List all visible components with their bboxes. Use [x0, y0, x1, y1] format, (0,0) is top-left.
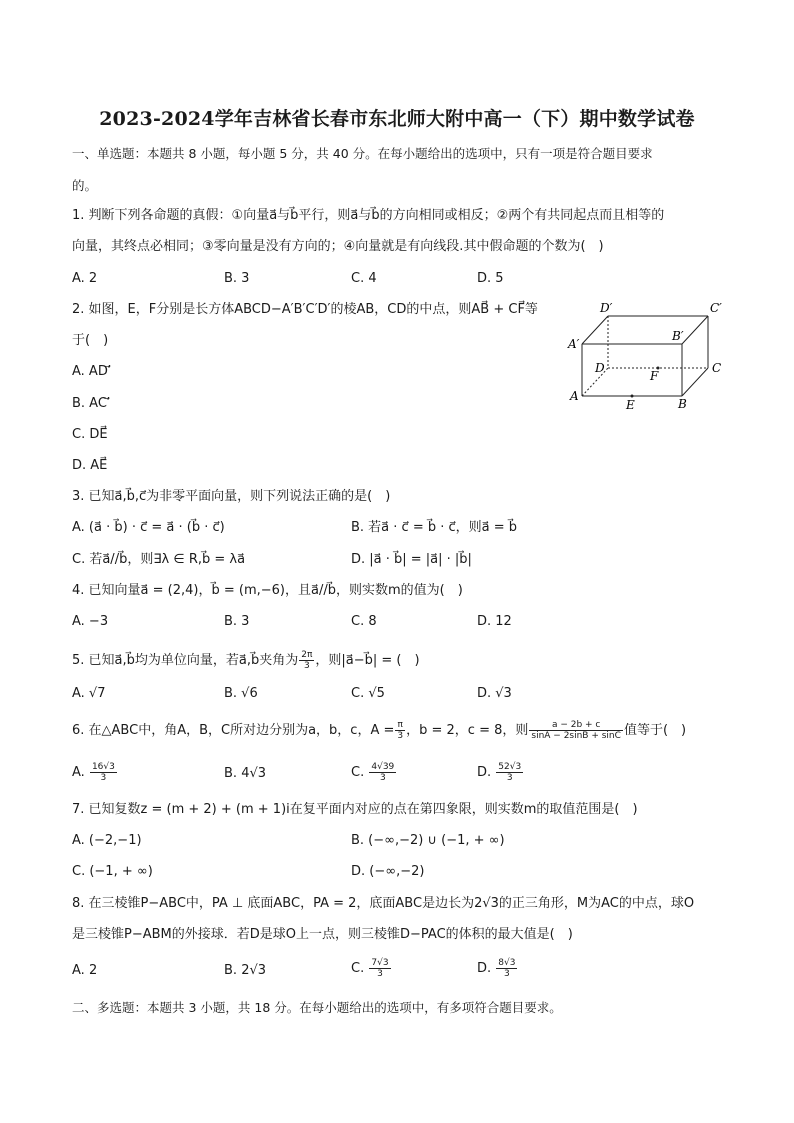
q8-option-a-prefix: A.	[72, 963, 85, 978]
q1-option-d: D. 5	[477, 271, 504, 286]
q1-stem-line2: 向量，其终点必相同；③零向量是没有方向的；④向量就是有向线段.其中假命题的个数为( )	[72, 239, 604, 254]
q4-option-c: C. 8	[351, 614, 377, 629]
q6-angle-fraction	[395, 720, 405, 741]
label-B1: B′	[672, 329, 684, 343]
q1-option-a: A. 2	[72, 271, 98, 286]
label-B: B	[678, 397, 687, 411]
q6-option-c-prefix: C.	[351, 765, 365, 780]
q1-option-b: B. 3	[224, 271, 250, 286]
label-D: D	[595, 361, 605, 375]
q5-frac-den: 3	[303, 661, 310, 671]
q8-d-num: 8√3	[498, 958, 516, 968]
q2-stem-line1: 2. 如图，E，F分别是长方体ABCD−A′B′C′D′的棱AB，CD的中点，则AB⃗ + CF⃗等	[72, 302, 538, 317]
q6-frac2-den: sinA − 2sinB + sinC	[531, 731, 621, 741]
q5-stem	[72, 650, 420, 671]
q8-option-d-prefix: D.	[477, 961, 492, 976]
label-A1: A′	[568, 337, 580, 351]
edge-B1C1	[682, 316, 708, 344]
q6-stem-text-c: 值等于( )	[623, 723, 687, 738]
q6-option-c	[351, 762, 397, 783]
q8-option-c-prefix: C.	[351, 961, 365, 976]
label-C1: C′	[710, 301, 722, 315]
q7-stem: 7. 已知复数z = (m + 2) + (m + 1)i在复平面内对应的点在第四象限，则实数m的取值范围是( )	[72, 802, 638, 817]
q3-option-b: B. 若a⃗ · c⃗ = b⃗ · c⃗，则a⃗ = b⃗	[351, 520, 518, 535]
section-1-heading-cont: 的。	[72, 178, 98, 193]
q6-ratio-fraction	[529, 720, 623, 741]
q3-stem: 3. 已知a⃗,b⃗,c⃗为非零平面向量，则下列说法正确的是( )	[72, 489, 391, 504]
label-A: A	[570, 389, 579, 403]
q6-option-b	[224, 766, 266, 782]
section-1-heading: 一、单选题：本题共 8 小题，每小题 5 分，共 40 分。在每小题给出的选项中，只有一项是符合题目要求	[72, 146, 653, 161]
label-C: C	[712, 361, 722, 375]
section-2-heading: 二、多选题：本题共 3 小题，共 18 分。在每小题给出的选项中，有多项符合题目要求。	[72, 1000, 562, 1015]
q1-stem-line1: 1. 判断下列各命题的真假：①向量a⃗与b⃗平行，则a⃗与b⃗的方向相同或相反；②两个有共同起点而且相等的	[72, 208, 665, 223]
q3-option-a: A. (a⃗ · b⃗) · c⃗ = a⃗ · (b⃗ · c⃗)	[72, 520, 225, 535]
edge-A1D1	[582, 316, 608, 344]
q5-option-b: B. √6	[224, 686, 258, 701]
q6-option-c-fraction	[369, 762, 396, 783]
q2-stem-line2: 于( )	[72, 333, 109, 348]
q8-option-a	[72, 963, 97, 979]
q6-c-den: 3	[379, 773, 386, 783]
q8-option-c-fraction	[369, 958, 390, 979]
q5-option-d: D. √3	[477, 686, 512, 701]
q5-stem-text-b: ，则|a⃗−b⃗| = ( )	[315, 653, 420, 668]
q2-option-d: D. AE⃗	[72, 458, 108, 473]
q7-option-a: A. (−2,−1)	[72, 833, 142, 848]
q3-option-c: C. 若a⃗//b⃗，则∃λ ∈ R,b⃗ = λa⃗	[72, 552, 246, 567]
q2-option-c: C. DE⃗	[72, 427, 108, 442]
q6-option-d-fraction	[496, 762, 523, 783]
q4-stem: 4. 已知向量a⃗ = (2,4)，b⃗ = (m,−6)，且a⃗//b⃗，则实数m的值为( )	[72, 583, 463, 598]
q8-option-b	[224, 963, 266, 979]
cuboid-figure	[562, 298, 732, 416]
q1-option-c: C. 4	[351, 271, 377, 286]
q5-option-c: C. √5	[351, 686, 385, 701]
q4-option-a: A. −3	[72, 614, 109, 629]
q6-option-d-prefix: D.	[477, 765, 492, 780]
q6-a-den: 3	[100, 773, 107, 783]
q8-option-b-text: 2√3	[241, 963, 267, 978]
q6-option-b-prefix: B.	[224, 766, 238, 781]
q5-option-a: A. √7	[72, 686, 106, 701]
q8-c-den: 3	[377, 969, 383, 979]
q6-frac1-den: 3	[397, 731, 404, 741]
q7-option-b: B. (−∞,−2) ∪ (−1, + ∞)	[351, 833, 505, 848]
q8-option-d	[477, 958, 518, 979]
q6-frac2-num: a − 2b + c	[529, 720, 623, 731]
q7-option-d: D. (−∞,−2)	[351, 864, 425, 879]
edge-BC	[682, 368, 708, 396]
q5-stem-text-a: 5. 已知a⃗,b⃗均为单位向量，若a⃗,b⃗夹角为	[72, 653, 299, 668]
q6-option-a	[72, 762, 118, 783]
q8-option-a-text: 2	[88, 963, 98, 978]
q8-option-d-fraction	[496, 958, 517, 979]
q2-option-a: A. AD′⃗	[72, 364, 111, 379]
q3-option-d: D. |a⃗ · b⃗| = |a⃗| · |b⃗|	[351, 552, 472, 567]
q6-option-a-prefix: A.	[72, 765, 85, 780]
page-title: 2023-2024学年吉林省长春市东北师大附中高一（下）期中数学试卷	[99, 108, 695, 130]
q5-angle-fraction	[299, 650, 314, 671]
q6-a-num: 16√3	[91, 762, 115, 772]
q6-d-num: 52√3	[498, 762, 522, 772]
q8-option-c	[351, 958, 392, 979]
q8-option-b-prefix: B.	[224, 963, 238, 978]
q6-d-den: 3	[506, 773, 513, 783]
q5-frac-num: 2π	[301, 650, 313, 660]
q8-d-den: 3	[504, 969, 510, 979]
q2-option-b: B. AC′⃗	[72, 396, 110, 411]
q4-option-b: B. 3	[224, 614, 250, 629]
q6-option-b-text: 4√3	[241, 766, 267, 781]
q6-option-a-fraction	[90, 762, 117, 783]
label-D1: D′	[600, 301, 613, 315]
q8-stem-line2: 是三棱锥P−ABM的外接球．若D是球O上一点，则三棱锥D−PAC的体积的最大值是( )	[72, 927, 573, 942]
q8-c-num: 7√3	[371, 958, 389, 968]
q8-stem-line1: 8. 在三棱锥P−ABC中，PA ⊥ 底面ABC，PA = 2，底面ABC是边长为2√3的正三角形，M为AC的中点，球O	[72, 896, 695, 911]
q7-option-c: C. (−1, + ∞)	[72, 864, 153, 879]
q6-frac1-num: π	[395, 720, 405, 731]
q6-stem-text-a: 6. 在△ABC中，角A，B，C所对边分别为a，b，c，A =	[72, 723, 395, 738]
q4-option-d: D. 12	[477, 614, 512, 629]
q6-stem-text-b: ，b = 2，c = 8，则	[406, 723, 529, 738]
label-F: F	[650, 369, 659, 383]
label-E: E	[626, 398, 635, 412]
q6-option-d	[477, 762, 524, 783]
q6-stem	[72, 720, 686, 741]
q6-c-num: 4√39	[371, 762, 395, 772]
